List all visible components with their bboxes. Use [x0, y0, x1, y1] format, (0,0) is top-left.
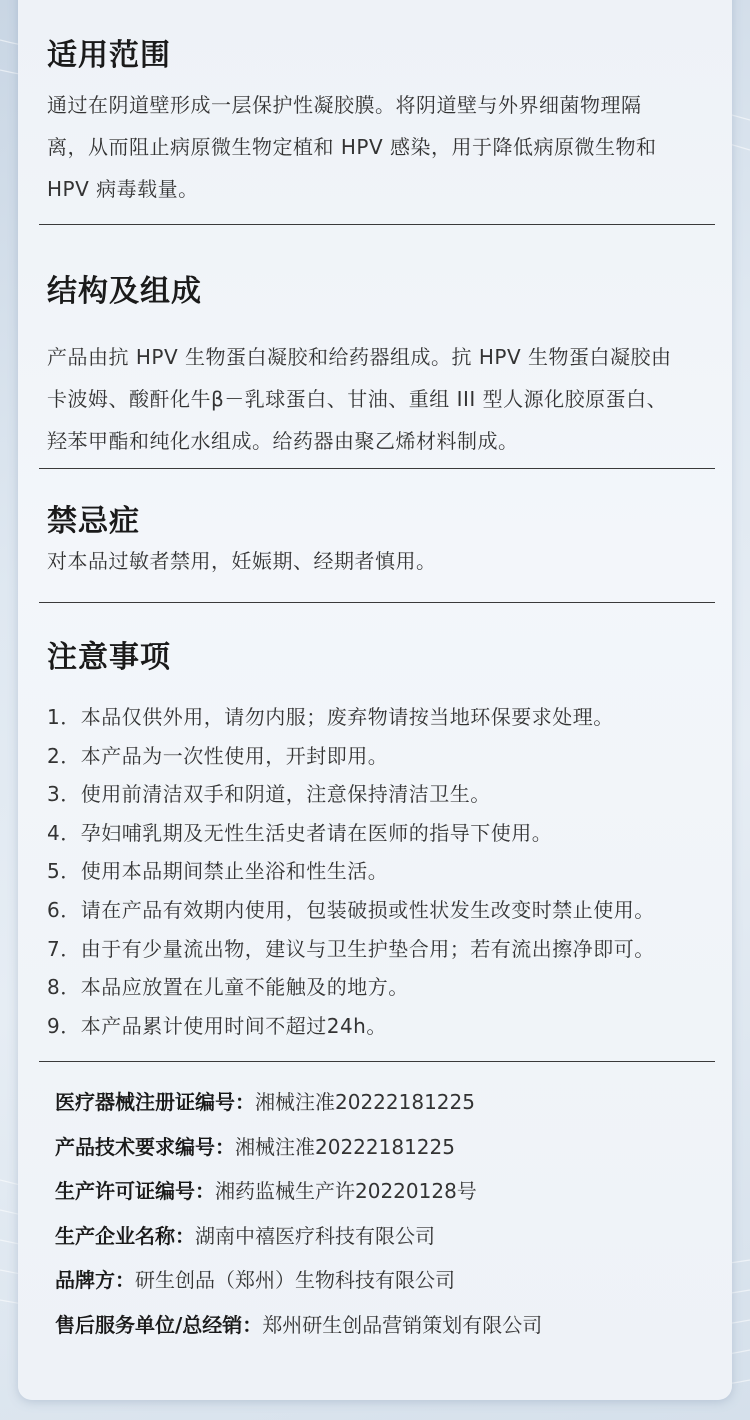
info-value: 研生创品（郑州）生物科技有限公司 — [135, 1268, 455, 1293]
composition-line: 羟苯甲酯和纯化水组成。给药器由聚乙烯材料制成。 — [47, 429, 519, 453]
precautions-title: 注意事项 — [47, 640, 171, 675]
list-item: 3．使用前清洁双手和阴道，注意保持清洁卫生。 — [47, 782, 491, 807]
scope-section — [47, 30, 717, 210]
scope-line: 通过在阴道壁形成一层保护性凝胶膜。将阴道壁与外界细菌物理隔 — [47, 93, 642, 117]
list-item: 6．请在产品有效期内使用，包装破损或性状发生改变时禁止使用。 — [47, 897, 655, 922]
info-row-production-license — [55, 1169, 705, 1214]
list-item: 2．本产品为一次性使用，开封即用。 — [47, 743, 389, 768]
composition-section — [47, 266, 717, 462]
list-item: 8．本品应放置在儿童不能触及的地方。 — [47, 975, 409, 1000]
info-row-registration-cert — [55, 1080, 705, 1125]
info-key: 生产企业名称： — [55, 1223, 195, 1248]
info-key: 品牌方： — [55, 1268, 135, 1293]
info-value: 湘械注准20222181225 — [235, 1134, 455, 1159]
list-item: 9．本产品累计使用时间不超过24h。 — [47, 1013, 387, 1038]
info-value: 湘械注准20222181225 — [255, 1090, 475, 1114]
precautions-section — [47, 632, 717, 1045]
section-divider — [39, 468, 715, 469]
info-row-tech-requirement — [55, 1125, 705, 1170]
info-row-after-sales — [55, 1303, 705, 1348]
info-value: 湘药监械生产许20220128号 — [215, 1179, 477, 1204]
list-item: 7．由于有少量流出物，建议与卫生护垫合用；若有流出擦净即可。 — [47, 936, 655, 961]
content-card — [18, 0, 732, 1400]
info-key: 医疗器械注册证编号： — [55, 1090, 255, 1114]
composition-title: 结构及组成 — [47, 274, 202, 309]
section-divider — [39, 602, 715, 603]
contraindications-title: 禁忌症 — [47, 504, 140, 539]
info-value: 郑州研生创品营销策划有限公司 — [262, 1312, 543, 1337]
list-item: 4．孕妇哺乳期及无性生活史者请在医师的指导下使用。 — [47, 820, 553, 845]
composition-line: 卡波姆、酸酐化牛β－乳球蛋白、甘油、重组 III 型人源化胶原蛋白、 — [47, 387, 668, 411]
list-item: 5．使用本品期间禁止坐浴和性生活。 — [47, 859, 389, 884]
scope-title: 适用范围 — [47, 38, 171, 73]
section-divider — [39, 224, 715, 225]
info-key: 生产许可证编号： — [55, 1179, 215, 1204]
info-key: 售后服务单位/总经销： — [55, 1312, 263, 1337]
registration-info — [55, 1080, 705, 1348]
info-row-brand — [55, 1258, 705, 1303]
info-key: 产品技术要求编号： — [55, 1134, 235, 1159]
list-item: 1．本品仅供外用，请勿内服；废弃物请按当地环保要求处理。 — [47, 705, 614, 729]
scope-line: 离，从而阻止病原微生物定植和 HPV 感染，用于降低病原微生物和 — [47, 135, 657, 159]
section-divider — [39, 1061, 715, 1062]
info-value: 湖南中禧医疗科技有限公司 — [195, 1223, 435, 1248]
scope-line: HPV 病毒载量。 — [47, 177, 199, 201]
contraindications-section — [47, 496, 717, 582]
contraindications-line: 对本品过敏者禁用，妊娠期、经期者慎用。 — [47, 549, 437, 573]
precautions-list — [47, 698, 717, 1045]
composition-line: 产品由抗 HPV 生物蛋白凝胶和给药器组成。抗 HPV 生物蛋白凝胶由 — [47, 345, 672, 369]
info-row-manufacturer — [55, 1214, 705, 1259]
